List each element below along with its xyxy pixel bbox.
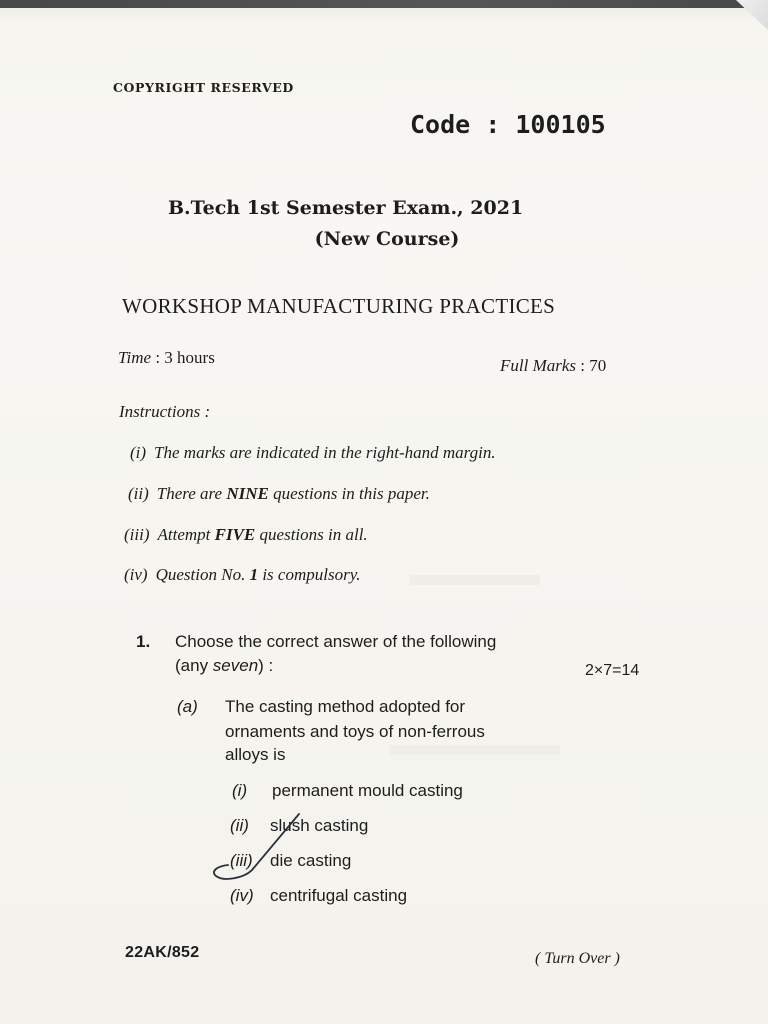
- answer-option: (i) permanent mould casting: [232, 781, 463, 800]
- instruction-item: (ii) There are NINE questions in this paper.: [128, 484, 430, 503]
- copyright-notice: COPYRIGHT RESERVED: [113, 80, 294, 95]
- question-text: Choose the correct answer of the following: [175, 632, 497, 651]
- time-allowed: [118, 348, 215, 368]
- instructions-heading: Instructions :: [119, 402, 211, 421]
- answer-option: (ii) slush casting: [230, 816, 369, 835]
- subject-title: WORKSHOP MANUFACTURING PRACTICES: [122, 294, 556, 318]
- part-label: (a): [177, 697, 198, 716]
- paper-code: Code : 100105: [410, 110, 606, 139]
- bleed-through-line: [410, 575, 540, 585]
- instruction-item: (i) The marks are indicated in the right-hand margin.: [130, 443, 496, 462]
- paper-serial: 22AK/852: [125, 944, 200, 961]
- answer-option: (iv) centrifugal casting: [230, 886, 408, 905]
- pen-tick-mark: [200, 808, 310, 888]
- question-marks: 2×7=14: [585, 662, 640, 679]
- page-top-shadow: [0, 0, 768, 8]
- answer-option: (iii) die casting: [230, 851, 352, 870]
- time-label: Time: [118, 348, 152, 367]
- marks-value: : 70: [580, 356, 607, 375]
- instruction-item: (iii) Attempt FIVE questions in all.: [124, 525, 368, 544]
- question-number: 1.: [136, 632, 151, 651]
- marks-label: Full Marks: [500, 356, 577, 375]
- full-marks: [500, 356, 606, 376]
- course-label: (New Course): [314, 228, 460, 250]
- question-subtext: (any seven) :: [175, 656, 274, 675]
- instruction-item: (iv) Question No. 1 is compulsory.: [124, 565, 361, 584]
- exam-title: B.Tech 1st Semester Exam., 2021: [168, 197, 524, 219]
- turn-over-note: ( Turn Over ): [535, 950, 620, 967]
- bleed-through-line: [390, 745, 560, 755]
- part-text-line: ornaments and toys of non-ferrous: [225, 722, 485, 741]
- part-text-line: alloys is: [225, 745, 286, 764]
- part-text-line: The casting method adopted for: [225, 697, 466, 716]
- time-value: : 3 hours: [155, 348, 215, 367]
